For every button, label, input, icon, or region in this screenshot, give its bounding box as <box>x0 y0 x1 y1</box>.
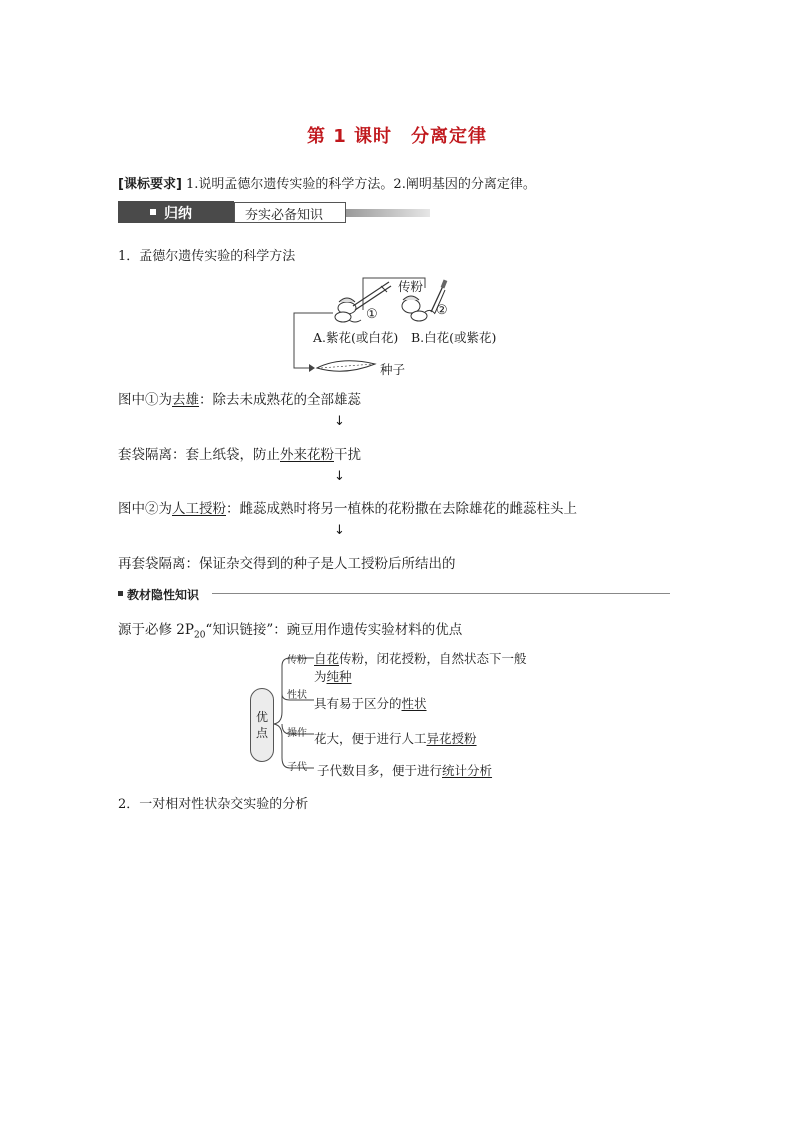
term-foreign-pollen: 外来花粉 <box>280 447 334 463</box>
step-rebagging: 再套袋隔离：保证杂交得到的种子是人工授粉后所结出的 <box>118 556 456 572</box>
seed-pod-icon <box>317 361 375 371</box>
down-arrow-icon: ↓ <box>334 469 345 484</box>
step-artificial-pollination: 图中②为人工授粉：雌蕊成熟时将另一植株的花粉撒在去除雄花的雌蕊柱头上 <box>118 501 577 517</box>
section1-heading: 1．孟德尔遗传实验的科学方法 <box>118 249 296 264</box>
banner-sub-box <box>234 202 346 223</box>
term-emasculation: 去雄 <box>172 392 199 408</box>
section2-heading: 2．一对相对性状杂交实验的分析 <box>118 797 309 812</box>
banner-sub-label: 夯实必备知识 <box>245 208 324 223</box>
hidden-knowledge-intro: 源于必修 $2P_{20}“$知识链接”：豌豆用作遗传实验材料的优点 <box>118 622 463 641</box>
seed-label: 种子 <box>380 362 406 377</box>
tag-offspring: 子代 <box>287 762 307 773</box>
advantages-brace <box>268 652 318 774</box>
hidden-knowledge-divider <box>212 593 670 594</box>
pollination-label: 传粉 <box>398 279 424 294</box>
flower-b-icon <box>402 296 435 321</box>
advantage-operation: 花大，便于进行人工异花授粉 <box>314 731 477 746</box>
requirements-text: 1.说明孟德尔遗传实验的科学方法。2.阐明基因的分离定律。 <box>186 177 536 192</box>
banner-dark-block <box>118 201 234 223</box>
forceps-icon <box>353 282 391 310</box>
flower-a-icon <box>335 298 361 322</box>
square-bullet-icon <box>118 591 123 596</box>
flower-a-label: A.紫花(或白花) <box>313 330 399 345</box>
curriculum-requirements <box>118 173 536 192</box>
advantage-pollination: 自花传粉，闭花授粉，自然状态下一般 <box>314 651 527 666</box>
section-banner <box>118 201 430 223</box>
advantages-center-pill: 优 点 <box>250 688 274 762</box>
step-emasculation: 图中①为去雄：除去未成熟花的全部雄蕊 <box>118 392 361 408</box>
mark-1: ① <box>366 307 378 322</box>
tag-operation: 操作 <box>287 728 307 739</box>
banner-main-label: 归纳 <box>164 206 192 222</box>
requirements-label: [课标要求] <box>118 177 182 192</box>
down-arrow-icon: ↓ <box>334 414 345 429</box>
mark-2: ② <box>436 303 448 318</box>
down-arrow-icon: ↓ <box>334 523 345 538</box>
page-title: 第 1 课时 分离定律 <box>306 126 488 147</box>
banner-fade-bar <box>346 209 430 217</box>
tag-traits: 性状 <box>287 690 307 701</box>
square-bullet-icon <box>150 209 156 215</box>
hidden-knowledge-title: 教材隐性知识 <box>127 588 200 602</box>
flower-b-label: B.白花(或紫花) <box>411 330 497 345</box>
advantage-offspring: 子代数目多，便于进行统计分析 <box>317 763 493 778</box>
tag-pollination: 传粉 <box>287 655 307 666</box>
advantage-traits: 具有易于区分的性状 <box>314 696 427 711</box>
term-artificial-pollination: 人工授粉 <box>172 501 226 517</box>
advantage-pollination-cont: 为纯种 <box>314 669 352 684</box>
step-bagging: 套袋隔离：套上纸袋，防止外来花粉干扰 <box>118 447 361 463</box>
seed-arrowhead-icon <box>309 364 315 372</box>
